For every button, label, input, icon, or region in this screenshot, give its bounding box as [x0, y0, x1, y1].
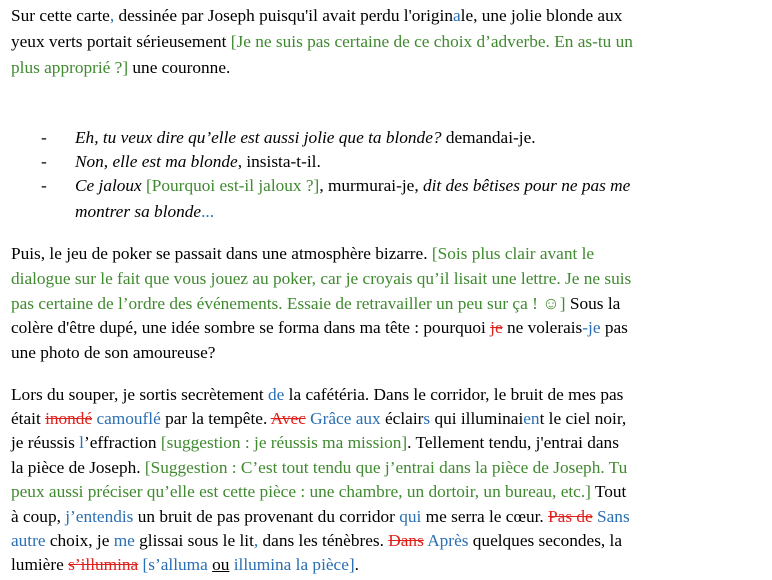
text-run: je réussis — [11, 433, 80, 452]
insertion-run: , — [253, 531, 259, 550]
insertion-run: autre — [11, 531, 46, 550]
text-run: Sur cette carte — [11, 6, 110, 25]
paragraph-3-line-6 — [11, 505, 630, 529]
text-run: , murmurai-je, — [319, 176, 423, 195]
deletion-run: Avec — [270, 409, 306, 428]
text-run: t le ciel noir, — [539, 409, 627, 428]
paragraph-3-line-5 — [11, 480, 626, 504]
paragraph-2-line-1 — [11, 242, 594, 266]
dialogue-line-2 — [75, 150, 321, 174]
insertion-run: Grâce aux — [310, 409, 381, 428]
insertion-run: ... — [201, 202, 215, 221]
comment-run: [Je ne suis pas certaine de ce choix d’adverbe. En as-tu un — [230, 32, 633, 51]
paragraph-3-line-2 — [11, 407, 626, 431]
italic-run: dit des bêtises pour ne pas me — [422, 176, 631, 195]
text-run: par la tempête. — [160, 409, 271, 428]
insertion-run: a — [452, 6, 461, 25]
paragraph-3-line-7 — [11, 529, 622, 553]
text-run: . Tellement tendu, j'entrai dans — [407, 433, 619, 452]
insertion-run: s — [423, 409, 431, 428]
text-run: . — [354, 555, 359, 574]
italic-run: Non, elle est ma blonde — [75, 152, 238, 171]
paragraph-3-line-8 — [11, 553, 359, 577]
text-run: ne volerais — [502, 318, 583, 337]
text-run: pas — [600, 318, 628, 337]
text-run: à coup, — [11, 507, 66, 526]
insertion-run: j’entendis — [65, 507, 134, 526]
paragraph-1-line-2 — [11, 30, 633, 54]
deletion-run: Pas de — [548, 507, 593, 526]
text-run: une photo de son amoureuse? — [11, 343, 216, 362]
insertion-run: qui — [399, 507, 422, 526]
text-run: quelques secondes, la — [468, 531, 623, 550]
text-run: lumière — [11, 555, 69, 574]
text-run: glissai sous le lit — [134, 531, 254, 550]
insertion-run: Sans — [597, 507, 630, 526]
text-run: qui illuminai — [430, 409, 524, 428]
text-run: ’effraction — [83, 433, 161, 452]
text-run: éclair — [380, 409, 424, 428]
paragraph-2-line-2 — [11, 267, 631, 291]
text-run: demandai-je. — [441, 128, 536, 147]
insertion-run: Après — [427, 531, 469, 550]
comment-run: dialogue sur le fait que vous jouez au poker, car je croyais qu’il lisait une lettre. Je ne suis — [11, 269, 632, 288]
underline-run: ou — [212, 555, 230, 574]
italic-run: Eh, tu veux dire qu’elle est aussi jolie que ta blonde? — [75, 128, 442, 147]
insertion-run: illumina la pièce] — [229, 555, 355, 574]
text-run: une couronne. — [128, 58, 231, 77]
text-run: colère d'être dupé, une idée sombre se forma dans ma tête : pourquoi — [11, 318, 491, 337]
italic-run: Ce jaloux — [75, 176, 142, 195]
comment-run: plus approprié ?] — [11, 58, 129, 77]
paragraph-3-line-4 — [11, 456, 627, 480]
comment-run: pas certaine de l’ordre des événements. Essaie de retravailler un peu sur ça ! ☺] — [11, 294, 566, 313]
insertion-run: en — [523, 409, 540, 428]
comment-run: [Pourquoi est-il jaloux ?] — [141, 176, 320, 195]
deletion-run: Dans — [388, 531, 424, 550]
paragraph-1-line-1 — [11, 4, 622, 28]
text-run: était — [11, 409, 46, 428]
insertion-run: -je — [582, 318, 601, 337]
text-run: Lors du souper, je sortis secrètement — [11, 385, 269, 404]
dialogue-dash-3: - — [41, 176, 47, 195]
text-run: dans les ténèbres. — [258, 531, 389, 550]
dialogue-line-3 — [75, 174, 630, 198]
text-run: Sous la — [565, 294, 621, 313]
comment-run: peux aussi préciser qu’elle est cette pièce : une chambre, un dortoir, un bureau, etc.] — [11, 482, 591, 501]
comment-run: [Suggestion : C’est tout tendu que j’entrai dans la pièce de Joseph. Tu — [144, 458, 628, 477]
text-run: Puis, le jeu de poker se passait dans une atmosphère bizarre. — [11, 244, 432, 263]
text-run: la pièce de Joseph. — [11, 458, 145, 477]
insertion-run: camouflé — [96, 409, 161, 428]
insertion-run: de — [268, 385, 285, 404]
dialogue-line-3-cont — [75, 200, 214, 224]
text-run: Tout — [590, 482, 627, 501]
text-run: yeux verts portait sérieusement — [11, 32, 231, 51]
dialogue-dash-2: - — [41, 152, 47, 171]
insertion-run: [s’alluma — [142, 555, 213, 574]
text-run: dessinée par Joseph puisqu'il avait perdu l'origin — [114, 6, 453, 25]
deletion-run: je — [490, 318, 503, 337]
text-run: la cafétéria. Dans le corridor, le bruit de mes pas — [284, 385, 624, 404]
text-run: , insista-t-il. — [237, 152, 321, 171]
deletion-run: s’illumina — [68, 555, 139, 574]
paragraph-2-line-5 — [11, 341, 215, 365]
insertion-run: me — [113, 531, 135, 550]
text-run: me serra le cœur. — [421, 507, 549, 526]
dialogue-line-1 — [75, 126, 536, 150]
paragraph-3-line-1 — [11, 383, 623, 407]
insertion-run: , — [109, 6, 115, 25]
dialogue-dash-1: - — [41, 128, 47, 147]
paragraph-3-line-3 — [11, 431, 619, 455]
text-run: un bruit de pas provenant du corridor — [133, 507, 400, 526]
text-run: choix, je — [45, 531, 114, 550]
comment-run: [suggestion : je réussis ma mission] — [160, 433, 408, 452]
text-run: le, une jolie blonde aux — [460, 6, 623, 25]
deletion-run: inondé — [45, 409, 93, 428]
paragraph-2-line-4 — [11, 316, 628, 340]
insertion-run: l — [79, 433, 84, 452]
italic-run: montrer sa blonde — [75, 202, 202, 221]
paragraph-2-line-3 — [11, 292, 620, 316]
comment-run: [Sois plus clair avant le — [431, 244, 595, 263]
paragraph-1-line-3 — [11, 56, 230, 80]
